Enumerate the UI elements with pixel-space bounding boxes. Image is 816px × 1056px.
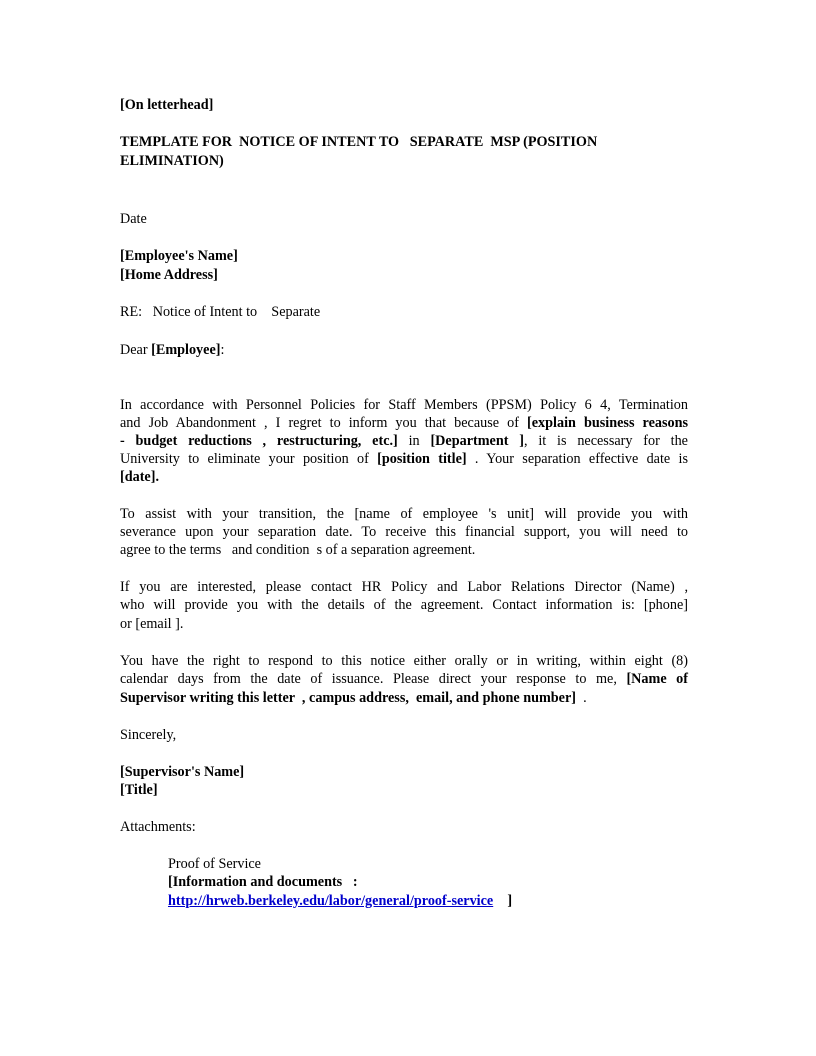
- para1-line-3: [120, 432, 688, 450]
- supervisor-details-placeholder: Supervisor writing this letter , campus address, email, and phone number]: [120, 690, 577, 706]
- document-title-line-1: TEMPLATE FOR NOTICE OF INTENT TO SEPARATE MSP (POSITION: [120, 134, 598, 150]
- date-field: Date: [120, 211, 147, 227]
- date-placeholder: [date].: [120, 469, 160, 485]
- para4-line-2: [120, 670, 688, 688]
- re-subject: Notice of Intent to Separate: [152, 304, 321, 320]
- attachments-label: Attachments:: [120, 819, 196, 835]
- para1-effective: . Your separation effective date is: [466, 451, 688, 467]
- re-line: [120, 303, 320, 321]
- position-title-placeholder: [position title]: [377, 451, 467, 467]
- salutation-colon: :: [220, 342, 225, 358]
- closing: Sincerely,: [120, 727, 177, 743]
- closing-bracket: ]: [493, 893, 513, 909]
- employee-name-placeholder: [Employee's Name]: [120, 248, 238, 264]
- department-placeholder: [Department ]: [430, 433, 524, 449]
- para1-line-1: In accordance with Personnel Policies for Staff Members (PPSM) Policy 6 4, Termination: [120, 397, 688, 413]
- para1-necessary: , it is necessary for the: [523, 433, 688, 449]
- para1-text: and Job Abandonment , I regret to inform you that because of: [120, 415, 528, 431]
- para1-eliminate: University to eliminate your position of: [120, 451, 378, 467]
- supervisor-name-placeholder: [Supervisor's Name]: [120, 764, 245, 780]
- budget-reductions-placeholder: - budget reductions , restructuring, etc.]: [120, 433, 398, 449]
- para3-line-1: If you are interested, please contact HR Policy and Labor Relations Director (Name) ,: [120, 579, 688, 595]
- salutation-employee-placeholder: [Employee]: [151, 342, 221, 358]
- para3-line-2: who will provide you with the details of the agreement. Contact information is: [phone]: [120, 597, 688, 613]
- supervisor-title-placeholder: [Title]: [120, 782, 158, 798]
- document-title-line-2: ELIMINATION): [120, 153, 224, 169]
- para4-line-3: [120, 689, 587, 707]
- business-reasons-placeholder: [explain business reasons: [527, 415, 688, 431]
- para4-text: calendar days from the date of issuance. Please direct your response to me,: [120, 671, 627, 687]
- re-label: RE:: [120, 304, 143, 320]
- letterhead-placeholder: [On letterhead]: [120, 97, 214, 113]
- salutation-dear: Dear: [120, 342, 152, 358]
- para4-line-1: You have the right to respond to this notice either orally or in writing, within eight (8): [120, 653, 688, 669]
- supervisor-name-placeholder-start: [Name of: [626, 671, 688, 687]
- para1-in: in: [397, 433, 431, 449]
- attachment-link-line: [168, 892, 512, 910]
- para1-line-2: [120, 414, 688, 432]
- para2-line-1: To assist with your transition, the [name of employee 's unit] will provide you with: [120, 506, 688, 522]
- home-address-placeholder: [Home Address]: [120, 267, 218, 283]
- para2-line-2: severance upon your separation date. To receive this financial support, you will need to: [120, 524, 688, 540]
- para4-period: .: [576, 690, 587, 706]
- salutation: [120, 341, 224, 359]
- attachment-information-placeholder: [Information and documents :: [168, 874, 358, 890]
- para3-line-3: or [email ].: [120, 616, 184, 632]
- para2-line-3: agree to the terms and condition s of a separation agreement.: [120, 542, 476, 558]
- para1-line-4: [120, 450, 688, 468]
- proof-service-link[interactable]: http://hrweb.berkeley.edu/labor/general/proof-service: [168, 893, 494, 909]
- attachment-proof-of-service: Proof of Service: [168, 856, 261, 872]
